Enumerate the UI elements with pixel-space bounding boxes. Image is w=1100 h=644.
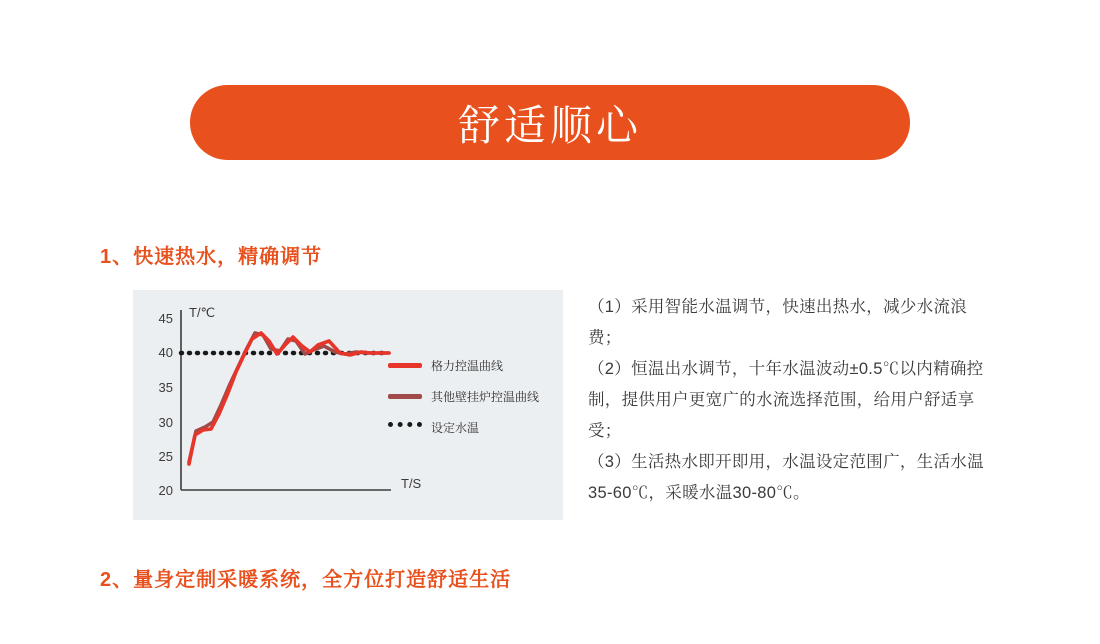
legend-swatch-setpoint-icon xyxy=(388,422,422,432)
y-tick-40: 40 xyxy=(158,345,173,360)
description-paragraph-3: （3）生活热水即开即用，水温设定范围广，生活水温35-60℃，采暖水温30-80℃。 xyxy=(588,453,984,502)
feature-description xyxy=(588,292,988,509)
y-tick-45: 45 xyxy=(158,311,173,326)
legend-swatch-gree-icon xyxy=(388,363,422,368)
legend-label-setpoint: 设定水温 xyxy=(431,420,480,435)
section-heading-2: 2、量身定制采暖系统，全方位打造舒适生活 xyxy=(100,569,512,591)
y-axis-label: T/℃ xyxy=(189,305,216,320)
legend-item-setpoint xyxy=(388,420,553,434)
description-paragraph-2: （2）恒温出水调节，十年水温波动±0.5℃以内精确控制，提供用户更宽广的水流选择范围，给用户舒适享受； xyxy=(588,360,984,440)
legend-item-gree xyxy=(388,358,553,372)
page-banner xyxy=(190,85,910,160)
y-tick-35: 35 xyxy=(158,380,173,395)
section-heading-1: 1、快速热水，精确调节 xyxy=(100,246,323,268)
y-tick-25: 25 xyxy=(158,449,173,464)
legend-item-other xyxy=(388,389,553,403)
legend-label-gree: 格力控温曲线 xyxy=(431,358,504,373)
chart-legend xyxy=(388,358,553,451)
legend-label-other: 其他壁挂炉控温曲线 xyxy=(431,389,540,404)
temperature-control-chart xyxy=(133,290,563,520)
description-paragraph-1: （1）采用智能水温调节，快速出热水，减少水流浪费； xyxy=(588,298,968,347)
page-title: 舒适顺心 xyxy=(457,101,642,149)
x-axis-label: T/S xyxy=(401,476,422,491)
legend-swatch-other-icon xyxy=(388,394,422,399)
y-tick-20: 20 xyxy=(158,483,173,498)
y-tick-30: 30 xyxy=(158,415,173,430)
